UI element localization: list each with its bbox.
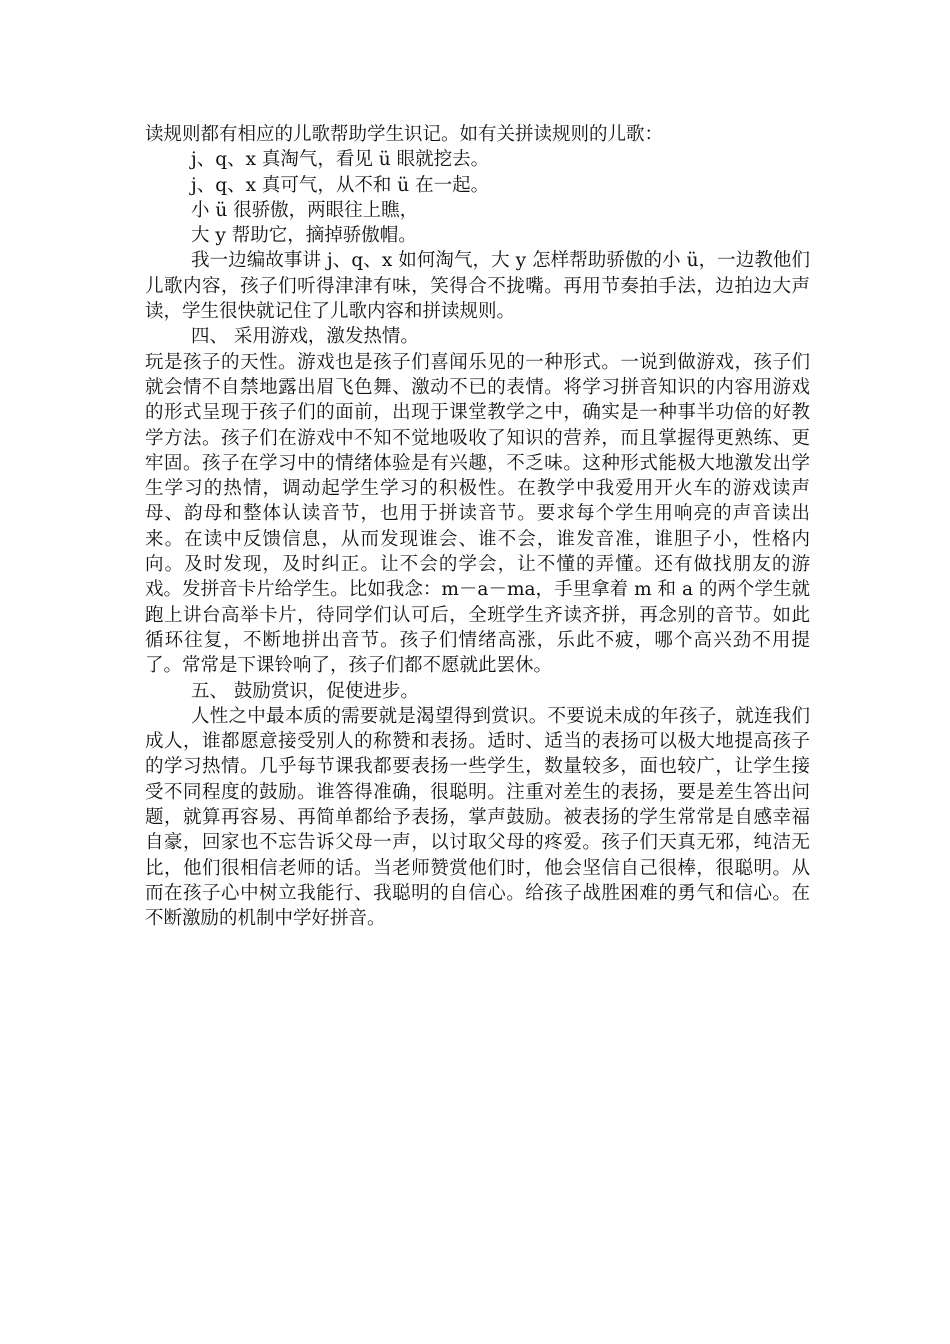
paragraph-story-method: 我一边编故事讲 j、q、x 如何淘气，大 y 怎样帮助骄傲的小 ü，一边教他们儿歌内容，孩子们听得津津有味，笑得合不拢嘴。再用节奏拍手法，边拍边大声读，学生很快就记住了儿歌内容和拼读规则。 (145, 250, 810, 323)
rhyme-line-1: j、q、x 真淘气，看见 ü 眼就挖去。 (191, 149, 490, 171)
paragraph-rules-intro: 读规则都有相应的儿歌帮助学生识记。如有关拼读规则的儿歌： (145, 124, 664, 145)
paragraph-games: 玩是孩子的天性。游戏也是孩子们喜闻乐见的一种形式。一说到做游戏，孩子们就会情不自禁地露出眉飞色舞、激动不已的表情。将学习拼音知识的内容用游戏的形式呈现于孩子们的面前，出现于课堂教学之中，确实是一种事半功倍的好教学方法。孩子们在游戏中不知不觉地吸收了知识的营养，而且掌握得更熟练、更牢固。孩子在学习中的情绪体验是有兴趣，不乏味。这种形式能极大地激发出学生学习的热情，调动起学生学习的积极性。在教学中我爱用开火车的游戏读声母、韵母和整体认读音节，也用于拼读音节。要求每个学生用响亮的声音读出来。在读中反馈信息，从而发现谁会、谁不会，谁发音准，谁胆子小，性格内向。及时发现，及时纠正。让不会的学会，让不懂的弄懂。还有做找朋友的游戏。发拼音卡片给学生。比如我念：m－a－ma，手里拿着 m 和 a 的两个学生就跑上讲台高举卡片，待同学们认可后，全班学生齐读齐拼，再念别的音节。如此循环往复，不断地拼出音节。孩子们情绪高涨，乐此不疲，哪个高兴劲不用提了。常常是下课铃响了，孩子们都不愿就此罢休。 (145, 351, 810, 677)
section-heading-5: 五、 鼓励赏识，促使进步。 (191, 680, 419, 702)
section-heading-4: 四、 采用游戏，激发热情。 (191, 326, 419, 348)
document-page (145, 122, 810, 932)
rhyme-line-3: 小 ü 很骄傲，两眼往上瞧， (191, 199, 419, 221)
rhyme-line-2: j、q、x 真可气，从不和 ü 在一起。 (191, 174, 490, 196)
paragraph-praise: 人性之中最本质的需要就是渴望得到赏识。不要说未成的年孩子，就连我们成人，谁都愿意接受别人的称赞和表扬。适时、适当的表扬可以极大地提高孩子的学习热情。几乎每节课我都要表扬一些学生，数量较多，面也较广，让学生接受不同程度的鼓励。谁答得准确，很聪明。注重对差生的表扬，要是差生答出问题，就算再容易、再简单都给予表扬，掌声鼓励。被表扬的学生常常是自感幸福自豪，回家也不忘告诉父母一声，以讨取父母的疼爱。孩子们天真无邪，纯洁无比，他们很相信老师的话。当老师赞赏他们时，他会坚信自己很棒，很聪明。从而在孩子心中树立我能行、我聪明的自信心。给孩子战胜困难的勇气和信心。在不断激励的机制中学好拼音。 (145, 705, 810, 930)
rhyme-line-4: 大 y 帮助它，摘掉骄傲帽。 (191, 225, 417, 247)
